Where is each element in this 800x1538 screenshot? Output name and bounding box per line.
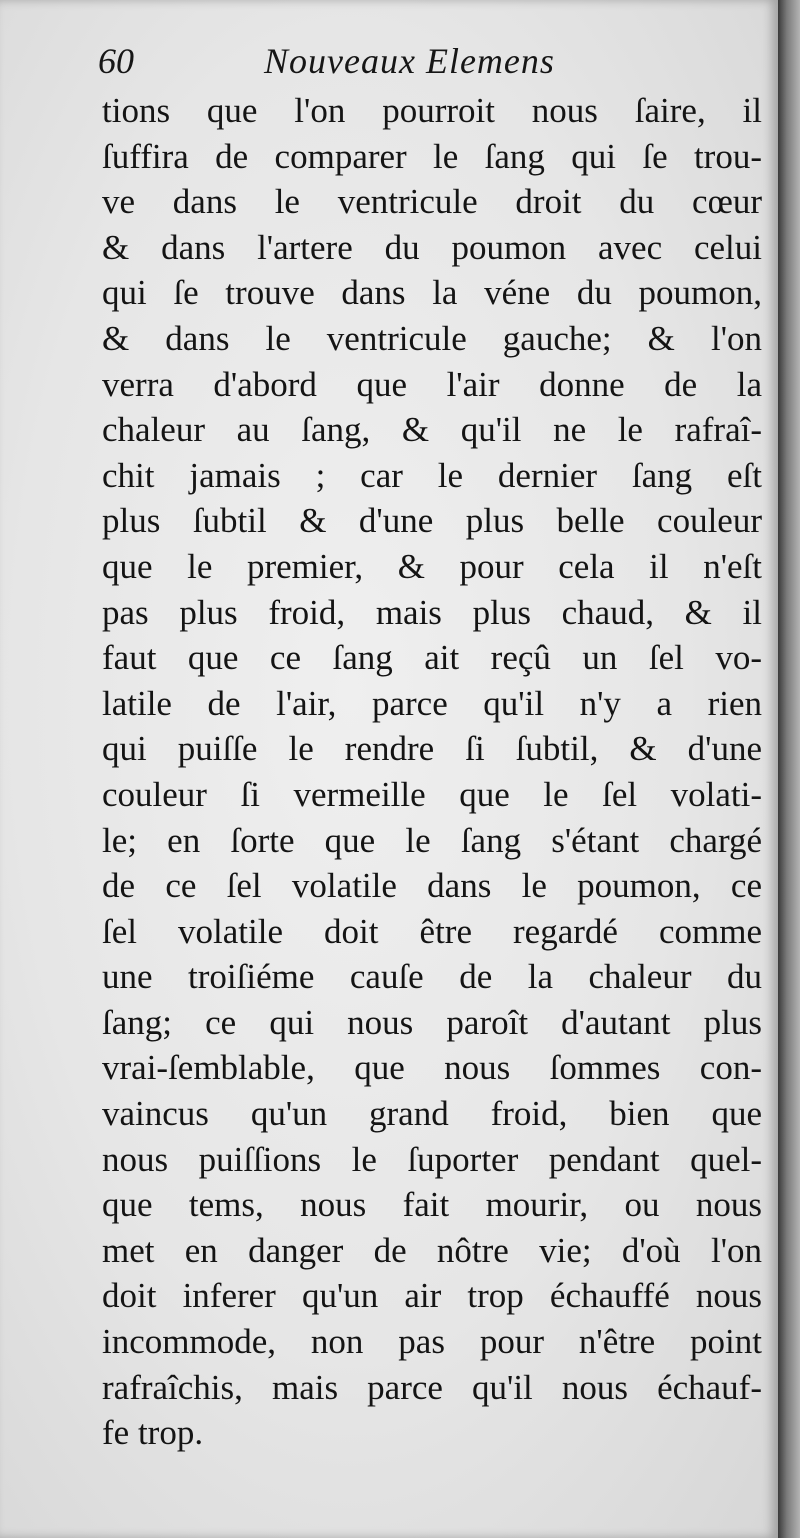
text-line: rafraîchis, mais parce qu'il nous échauf- [102, 1367, 762, 1407]
text-line: qui ſe trouve dans la véne du poumon, [102, 273, 762, 313]
text-line: de ce ſel volatile dans le poumon, ce [102, 866, 762, 906]
running-title: Nouveaux Elemens [264, 41, 555, 81]
text-line: une troiſiéme cauſe de la chaleur du [102, 957, 762, 997]
text-line: ſuffira de comparer le ſang qui ſe trou- [102, 136, 762, 176]
text-line: qui puiſſe le rendre ſi ſubtil, & d'une [102, 729, 762, 769]
text-line: pas plus froid, mais plus chaud, & il [102, 592, 762, 632]
text-line: faut que ce ſang ait reçû un ſel vo- [102, 638, 762, 678]
book-gutter-shadow [778, 0, 800, 1538]
text-line: chaleur au ſang, & qu'il ne le rafraî- [102, 410, 762, 450]
page-header [98, 38, 698, 88]
text-line: vaincus qu'un grand froid, bien que [102, 1094, 762, 1134]
text-line: tions que l'on pourroit nous ſaire, il [102, 91, 762, 130]
text-line: & dans le ventricule gauche; & l'on [102, 318, 762, 358]
text-line: verra d'abord que l'air donne de la [102, 364, 762, 404]
text-line: ſang; ce qui nous paroît d'autant plus [102, 1002, 762, 1042]
text-line: chit jamais ; car le dernier ſang eſt [102, 455, 762, 495]
text-line: incommode, non pas pour n'être point [102, 1322, 762, 1362]
text-line: ve dans le ventricule droit du cœur [102, 182, 762, 222]
text-line: plus ſubtil & d'une plus belle couleur [102, 501, 762, 541]
text-line: ſel volatile doit être regardé comme [102, 911, 762, 951]
text-line: nous puiſſions le ſuporter pendant quel- [102, 1139, 762, 1179]
text-line-last: fe trop. [102, 1413, 204, 1453]
text-line: que tems, nous fait mourir, ou nous [102, 1185, 762, 1225]
text-line: vrai-ſemblable, que nous ſommes con- [102, 1048, 762, 1088]
text-line: doit inferer qu'un air trop échauffé nous [102, 1276, 762, 1316]
text-line: met en danger de nôtre vie; d'où l'on [102, 1230, 762, 1270]
text-line: & dans l'artere du poumon avec celui [102, 227, 762, 267]
body-text [102, 88, 762, 1456]
text-line: que le premier, & pour cela il n'eſt [102, 546, 762, 586]
text-line: le; en ſorte que le ſang s'étant chargé [102, 820, 762, 860]
text-line: couleur ſi vermeille que le ſel volati- [102, 774, 762, 814]
text-line: latile de l'air, parce qu'il n'y a rien [102, 683, 762, 723]
page-number: 60 [98, 41, 134, 81]
